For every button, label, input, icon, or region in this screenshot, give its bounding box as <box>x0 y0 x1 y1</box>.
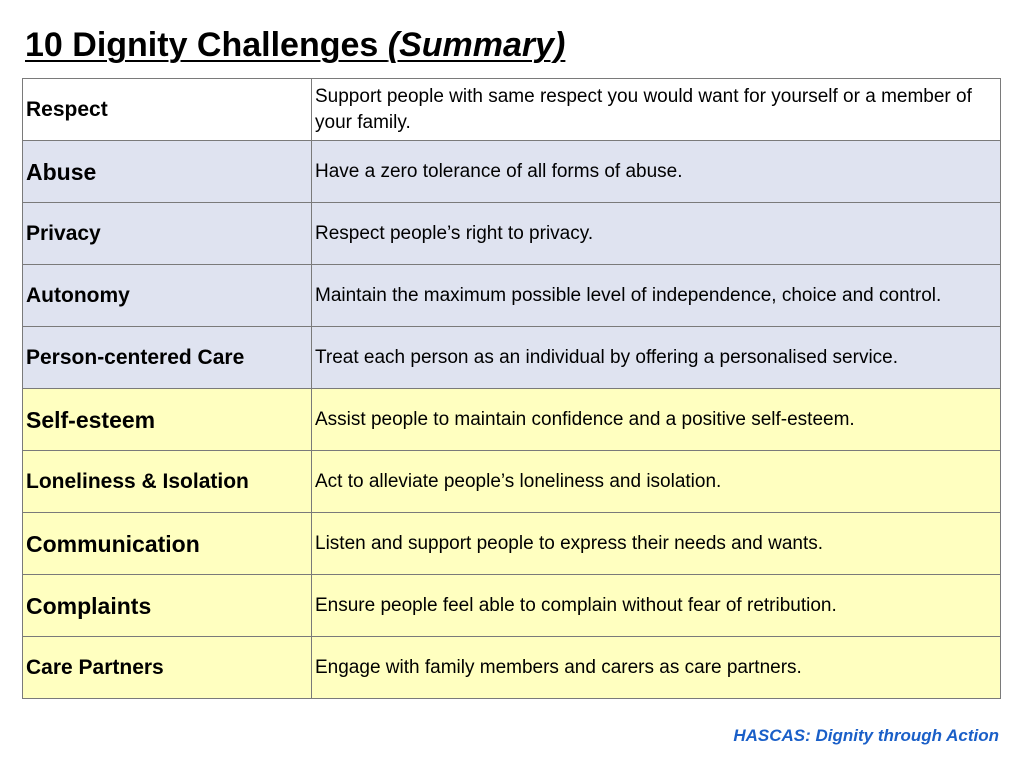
title-main: 10 Dignity Challenges <box>25 26 388 64</box>
challenge-description: Treat each person as an individual by offering a personalised service. <box>312 327 1001 389</box>
challenge-description: Ensure people feel able to complain without fear of retribution. <box>312 575 1001 637</box>
challenge-description: Assist people to maintain confidence and a positive self-esteem. <box>312 389 1001 451</box>
table-row <box>23 203 1001 265</box>
challenge-name: Self-esteem <box>23 389 312 451</box>
challenge-description: Respect people’s right to privacy. <box>312 203 1001 265</box>
challenge-name: Respect <box>23 79 312 141</box>
challenge-description: Support people with same respect you would want for yourself or a member of your family. <box>312 79 1001 141</box>
table-row <box>23 265 1001 327</box>
challenge-name: Person-centered Care <box>23 327 312 389</box>
table-row <box>23 513 1001 575</box>
challenge-name: Privacy <box>23 203 312 265</box>
table-row <box>23 141 1001 203</box>
challenge-name: Autonomy <box>23 265 312 327</box>
challenge-name: Abuse <box>23 141 312 203</box>
table-row <box>23 327 1001 389</box>
challenge-name: Complaints <box>23 575 312 637</box>
challenge-description: Listen and support people to express their needs and wants. <box>312 513 1001 575</box>
challenge-description: Maintain the maximum possible level of independence, choice and control. <box>312 265 1001 327</box>
table-row <box>23 637 1001 699</box>
table-row <box>23 575 1001 637</box>
challenge-description: Act to alleviate people’s loneliness and isolation. <box>312 451 1001 513</box>
page-title <box>25 22 565 68</box>
challenge-description: Engage with family members and carers as care partners. <box>312 637 1001 699</box>
table-row <box>23 451 1001 513</box>
challenge-description: Have a zero tolerance of all forms of abuse. <box>312 141 1001 203</box>
challenge-name: Care Partners <box>23 637 312 699</box>
challenges-table <box>22 78 1001 699</box>
table-row <box>23 389 1001 451</box>
challenge-name: Loneliness & Isolation <box>23 451 312 513</box>
challenge-name: Communication <box>23 513 312 575</box>
title-italic: (Summary) <box>387 26 566 64</box>
footer-credit: HASCAS: Dignity through Action <box>733 726 999 745</box>
table-row <box>23 79 1001 141</box>
